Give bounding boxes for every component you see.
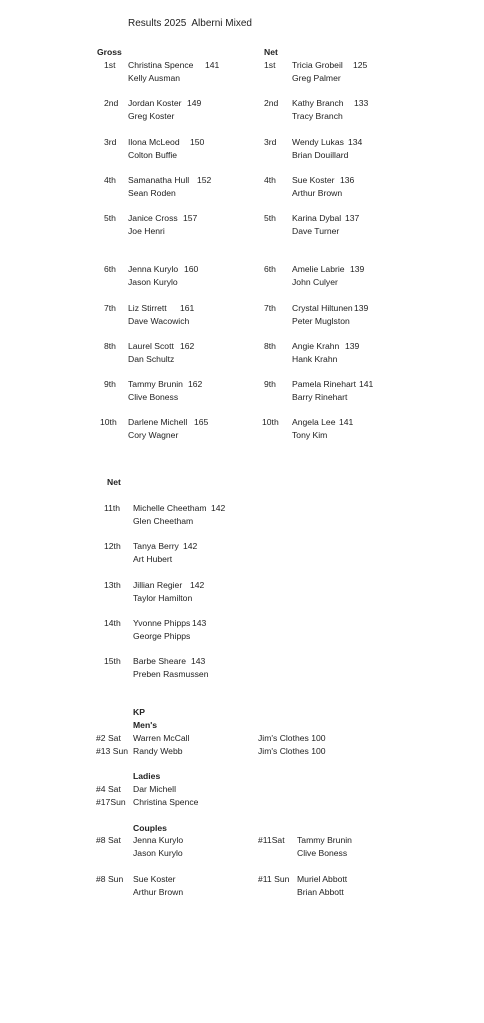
net-player-1: Yvonne Phipps: [133, 618, 191, 628]
kp-hole: #2 Sat: [96, 733, 121, 743]
gross-player-2: Joe Henri: [128, 226, 165, 236]
net-place: 7th: [264, 303, 276, 313]
gross-player-1: Janice Cross: [128, 213, 178, 223]
net-score: 139: [354, 303, 369, 313]
net-player-1: Jillian Regier: [133, 580, 183, 590]
net-player-1: Michelle Cheetham: [133, 503, 207, 513]
kp-winner-1: Muriel Abbott: [297, 874, 348, 884]
gross-place: 1st: [104, 60, 116, 70]
net-player-1: Angie Krahn: [292, 341, 340, 351]
kp-prize: Jim's Clothes 100: [258, 733, 326, 743]
gross-player-1: Jordan Koster: [128, 98, 182, 108]
gross-player-2: Greg Koster: [128, 111, 175, 121]
kp-winner: Warren McCall: [133, 733, 190, 743]
gross-score: 157: [183, 213, 198, 223]
net-heading: Net: [264, 47, 278, 57]
net-player-1: Kathy Branch: [292, 98, 344, 108]
net-place: 5th: [264, 213, 276, 223]
net-place: 6th: [264, 264, 276, 274]
kp-winner-1: Sue Koster: [133, 874, 176, 884]
net-place: 10th: [262, 417, 279, 427]
gross-place: 4th: [104, 175, 116, 185]
net-score: 141: [339, 417, 354, 427]
kp-heading: KP: [133, 707, 145, 717]
net-player-2: Peter Muglston: [292, 316, 350, 326]
gross-heading: Gross: [97, 47, 122, 57]
kp-winner-2: Arthur Brown: [133, 887, 184, 897]
net-player-1: Tricia Grobeil: [292, 60, 343, 70]
net-score: 143: [191, 656, 206, 666]
gross-place: 6th: [104, 264, 116, 274]
gross-player-2: Dan Schultz: [128, 354, 175, 364]
gross-player-1: Laurel Scott: [128, 341, 174, 351]
gross-score: 161: [180, 303, 195, 313]
gross-place: 8th: [104, 341, 116, 351]
kp-hole: #13 Sun: [96, 746, 129, 756]
gross-player-1: Tammy Brunin: [128, 379, 183, 389]
kp-couples-heading: Couples: [133, 823, 167, 833]
net-player-2: Arthur Brown: [292, 188, 343, 198]
net-place: 13th: [104, 580, 121, 590]
net-player-2: Tracy Branch: [292, 111, 343, 121]
gross-player-2: Cory Wagner: [128, 430, 179, 440]
net-player-1: Angela Lee: [292, 417, 336, 427]
gross-player-1: Liz Stirrett: [128, 303, 167, 313]
kp-winner: Christina Spence: [133, 797, 199, 807]
net-player-2: Hank Krahn: [292, 354, 338, 364]
net-score: 142: [183, 541, 198, 551]
net-score: 139: [345, 341, 360, 351]
kp-hole: #4 Sat: [96, 784, 121, 794]
gross-score: 152: [197, 175, 212, 185]
gross-player-1: Samanatha Hull: [128, 175, 190, 185]
gross-score: 141: [205, 60, 220, 70]
net-player-1: Karina Dybal: [292, 213, 342, 223]
kp-hole: #11 Sun: [258, 874, 290, 884]
net-place: 9th: [264, 379, 276, 389]
kp-winner-2: Brian Abbott: [297, 887, 344, 897]
net-player-2: John Culyer: [292, 277, 338, 287]
net-player-1: Crystal Hiltunen: [292, 303, 353, 313]
gross-place: 3rd: [104, 137, 117, 147]
kp-mens-heading: Men's: [133, 720, 158, 730]
net-place: 4th: [264, 175, 276, 185]
kp-prize: Jim's Clothes 100: [258, 746, 326, 756]
net-place: 15th: [104, 656, 121, 666]
net-player-1: Tanya Berry: [133, 541, 179, 551]
net-player-1: Barbe Sheare: [133, 656, 187, 666]
gross-player-2: Clive Boness: [128, 392, 179, 402]
net-continued-heading: Net: [107, 477, 121, 487]
net-place: 12th: [104, 541, 121, 551]
net-player-1: Sue Koster: [292, 175, 335, 185]
net-score: 142: [211, 503, 226, 513]
gross-score: 162: [180, 341, 195, 351]
net-score: 136: [340, 175, 355, 185]
gross-player-2: Jason Kurylo: [128, 277, 178, 287]
kp-winner-1: Jenna Kurylo: [133, 835, 184, 845]
net-player-2: Glen Cheetham: [133, 516, 194, 526]
gross-player-1: Ilona McLeod: [128, 137, 180, 147]
net-player-2: Preben Rasmussen: [133, 669, 209, 679]
net-score: 133: [354, 98, 369, 108]
kp-hole: #17Sun: [96, 797, 126, 807]
net-place: 11th: [104, 503, 121, 513]
net-score: 142: [190, 580, 205, 590]
gross-score: 150: [190, 137, 205, 147]
page-title: Results 2025 Alberni Mixed: [128, 18, 252, 29]
gross-player-2: Kelly Ausman: [128, 73, 181, 83]
net-player-2: Brian Douillard: [292, 150, 349, 160]
gross-score: 149: [187, 98, 202, 108]
net-player-2: Taylor Hamilton: [133, 593, 193, 603]
gross-score: 162: [188, 379, 203, 389]
gross-player-2: Sean Roden: [128, 188, 176, 198]
net-player-2: Dave Turner: [292, 226, 340, 236]
gross-player-1: Christina Spence: [128, 60, 194, 70]
gross-score: 160: [184, 264, 199, 274]
net-player-2: Tony Kim: [292, 430, 328, 440]
net-place: 14th: [104, 618, 121, 628]
net-score: 139: [350, 264, 365, 274]
kp-winner-2: Clive Boness: [297, 848, 348, 858]
net-player-2: Art Hubert: [133, 554, 173, 564]
gross-player-2: Colton Buffie: [128, 150, 178, 160]
gross-place: 2nd: [104, 98, 119, 108]
net-score: 125: [353, 60, 368, 70]
net-score: 137: [345, 213, 360, 223]
gross-player-1: Jenna Kurylo: [128, 264, 179, 274]
gross-place: 7th: [104, 303, 116, 313]
gross-place: 5th: [104, 213, 116, 223]
net-place: 2nd: [264, 98, 279, 108]
kp-hole: #11Sat: [258, 835, 285, 845]
gross-place: 10th: [100, 417, 117, 427]
net-score: 141: [359, 379, 374, 389]
net-player-1: Amelie Labrie: [292, 264, 345, 274]
gross-player-1: Darlene Michell: [128, 417, 188, 427]
kp-winner-1: Tammy Brunin: [297, 835, 352, 845]
net-player-1: Wendy Lukas: [292, 137, 344, 147]
kp-hole: #8 Sun: [96, 874, 124, 884]
gross-player-2: Dave Wacowich: [128, 316, 190, 326]
kp-hole: #8 Sat: [96, 835, 121, 845]
net-player-2: Greg Palmer: [292, 73, 341, 83]
gross-place: 9th: [104, 379, 116, 389]
net-place: 1st: [264, 60, 276, 70]
kp-winner: Dar Michell: [133, 784, 176, 794]
net-player-2: Barry Rinehart: [292, 392, 348, 402]
net-place: 8th: [264, 341, 276, 351]
net-player-2: George Phipps: [133, 631, 191, 641]
net-player-1: Pamela Rinehart: [292, 379, 357, 389]
kp-ladies-heading: Ladies: [133, 771, 161, 781]
gross-score: 165: [194, 417, 209, 427]
net-score: 143: [192, 618, 207, 628]
kp-winner-2: Jason Kurylo: [133, 848, 183, 858]
kp-winner: Randy Webb: [133, 746, 183, 756]
net-score: 134: [348, 137, 363, 147]
net-place: 3rd: [264, 137, 277, 147]
